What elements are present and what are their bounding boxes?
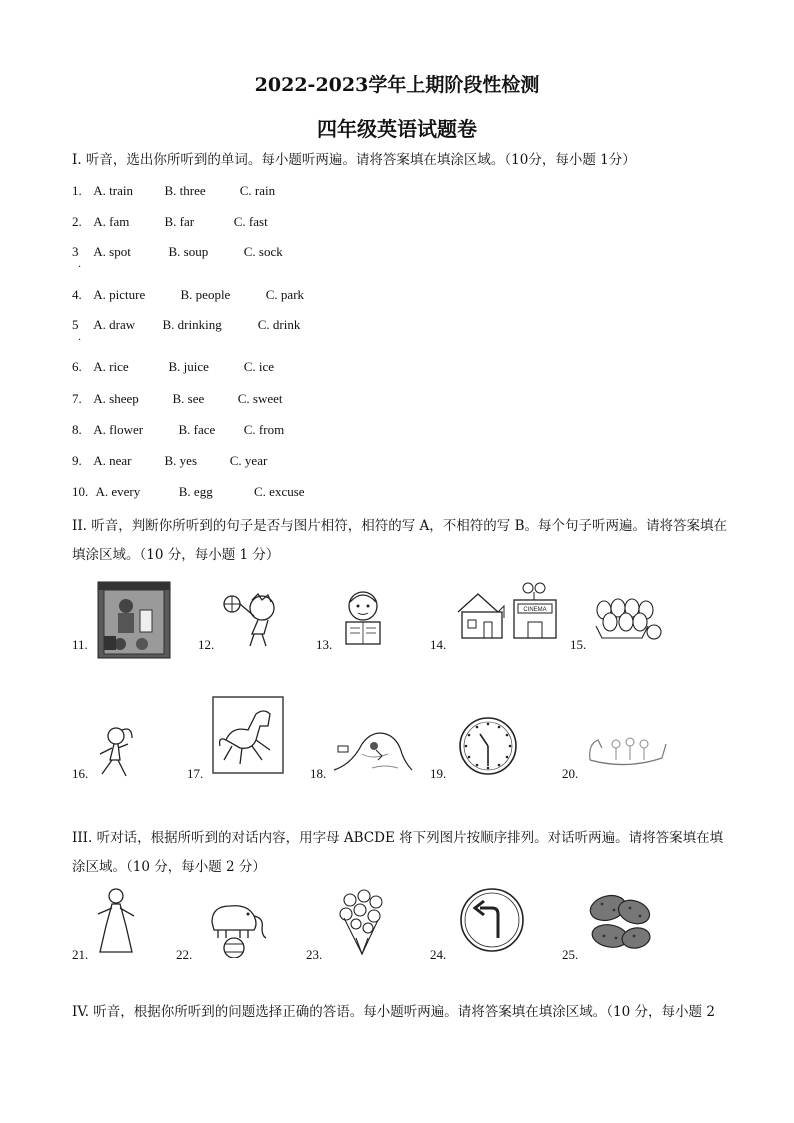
question-9 <box>72 453 267 469</box>
option-b: B. face <box>178 422 216 437</box>
eggs-picture <box>592 598 662 642</box>
option-b: B. juice <box>168 359 209 374</box>
option-c: C. excuse <box>254 484 305 499</box>
girl-running-picture <box>92 724 138 780</box>
picture-label-14: 14. <box>430 637 447 652</box>
question-7 <box>72 391 283 407</box>
option-c: C. year <box>229 453 268 468</box>
picture-label-23: 23. <box>306 947 323 962</box>
potatoes-picture <box>584 890 656 954</box>
option-a: A. flower <box>93 422 144 437</box>
picture-label-13: 13. <box>316 637 333 652</box>
option-a: A. sheep <box>93 391 139 406</box>
option-c: C. sweet <box>237 391 283 406</box>
question-10 <box>72 484 305 500</box>
question-3 <box>72 244 283 260</box>
question-number: 10. <box>72 484 89 499</box>
cinema-sign-text: CINEMA <box>523 607 547 613</box>
option-b: B. soup <box>168 244 209 259</box>
option-a: A. draw <box>93 317 136 332</box>
option-b: B. yes <box>164 453 197 468</box>
question-number: 8. <box>72 422 82 437</box>
boy-reading-picture <box>340 588 386 648</box>
option-b: B. three <box>164 183 206 198</box>
section1-instruction: I. 听音，选出你所听到的单词。每小题听两遍。请将答案填在填涂区域。（10分，每小题 1分） <box>72 152 636 168</box>
stray-dot: · <box>78 262 82 273</box>
question-number: 7. <box>72 391 82 406</box>
option-b: B. drinking <box>162 317 222 332</box>
option-a: A. spot <box>93 244 131 259</box>
option-a: A. train <box>93 183 133 198</box>
picture-label-11: 11. <box>72 637 88 652</box>
picture-label-16: 16. <box>72 766 89 781</box>
option-b: B. see <box>172 391 205 406</box>
clock-picture <box>456 716 520 776</box>
option-c: C. rain <box>239 183 276 198</box>
option-b: B. egg <box>178 484 213 499</box>
new-year-door-picture <box>96 580 172 660</box>
picture-label-22: 22. <box>176 947 193 962</box>
option-c: C. fast <box>233 214 268 229</box>
stray-dot: · <box>78 335 82 346</box>
woman-dress-picture <box>92 886 140 956</box>
house-and-cinema-picture <box>454 578 560 642</box>
flowers-bouquet-picture <box>334 888 390 960</box>
mountain-climbing-picture <box>332 724 414 774</box>
picture-label-19: 19. <box>430 766 447 781</box>
picture-label-15: 15. <box>570 637 587 652</box>
option-a: A. fam <box>93 214 130 229</box>
turn-left-sign-picture <box>458 886 526 954</box>
option-c: C. sock <box>243 244 283 259</box>
question-2 <box>72 214 268 230</box>
option-c: C. ice <box>243 359 275 374</box>
section4-instruction: IV. 听音，根据你所听到的问题选择正确的答语。每小题听两遍。请将答案填在填涂区域。（10 分，每小题 2 <box>72 1004 715 1020</box>
picture-label-17: 17. <box>187 766 204 781</box>
picture-label-21: 21. <box>72 947 89 962</box>
question-number: 4. <box>72 287 82 302</box>
dragon-boat-picture <box>586 730 668 770</box>
question-number: 6. <box>72 359 82 374</box>
option-c: C. drink <box>257 317 301 332</box>
option-a: A. rice <box>93 359 129 374</box>
option-a: A. near <box>93 453 132 468</box>
option-c: C. from <box>243 422 285 437</box>
boy-basketball-picture <box>218 590 284 648</box>
section3-instruction: III. 听对话，根据所听到的对话内容，用字母 ABCDE 将下列图片按顺序排列。对话听两遍。请将答案填在填涂区域。（10 分，每小题 2 分） <box>72 830 724 875</box>
question-6 <box>72 359 274 375</box>
option-c: C. park <box>265 287 305 302</box>
question-number: 2. <box>72 214 82 229</box>
question-number: 3 <box>72 244 79 259</box>
picture-label-12: 12. <box>198 637 215 652</box>
question-1 <box>72 183 275 199</box>
option-a: A. every <box>95 484 141 499</box>
exam-title: 2022-2023学年上期阶段性检测 <box>254 74 540 96</box>
horse-picture <box>212 696 284 774</box>
option-b: B. far <box>164 214 195 229</box>
question-number: 1. <box>72 183 82 198</box>
picture-label-18: 18. <box>310 766 327 781</box>
picture-label-20: 20. <box>562 766 579 781</box>
question-number: 9. <box>72 453 82 468</box>
exam-subtitle: 四年级英语试题卷 <box>317 117 477 141</box>
section2-instruction: II. 听音，判断你所听到的句子是否与图片相符，相符的写 A，不相符的写 B。每个句子听两遍。请将答案填在填涂区域。（10 分，每小题 1 分） <box>72 518 727 563</box>
elephant-ball-picture <box>198 892 270 958</box>
question-5 <box>72 317 300 333</box>
question-8 <box>72 422 284 438</box>
option-b: B. people <box>180 287 231 302</box>
picture-label-25: 25. <box>562 947 579 962</box>
picture-label-24: 24. <box>430 947 447 962</box>
question-4 <box>72 287 304 303</box>
question-number: 5 <box>72 317 79 332</box>
option-a: A. picture <box>93 287 146 302</box>
